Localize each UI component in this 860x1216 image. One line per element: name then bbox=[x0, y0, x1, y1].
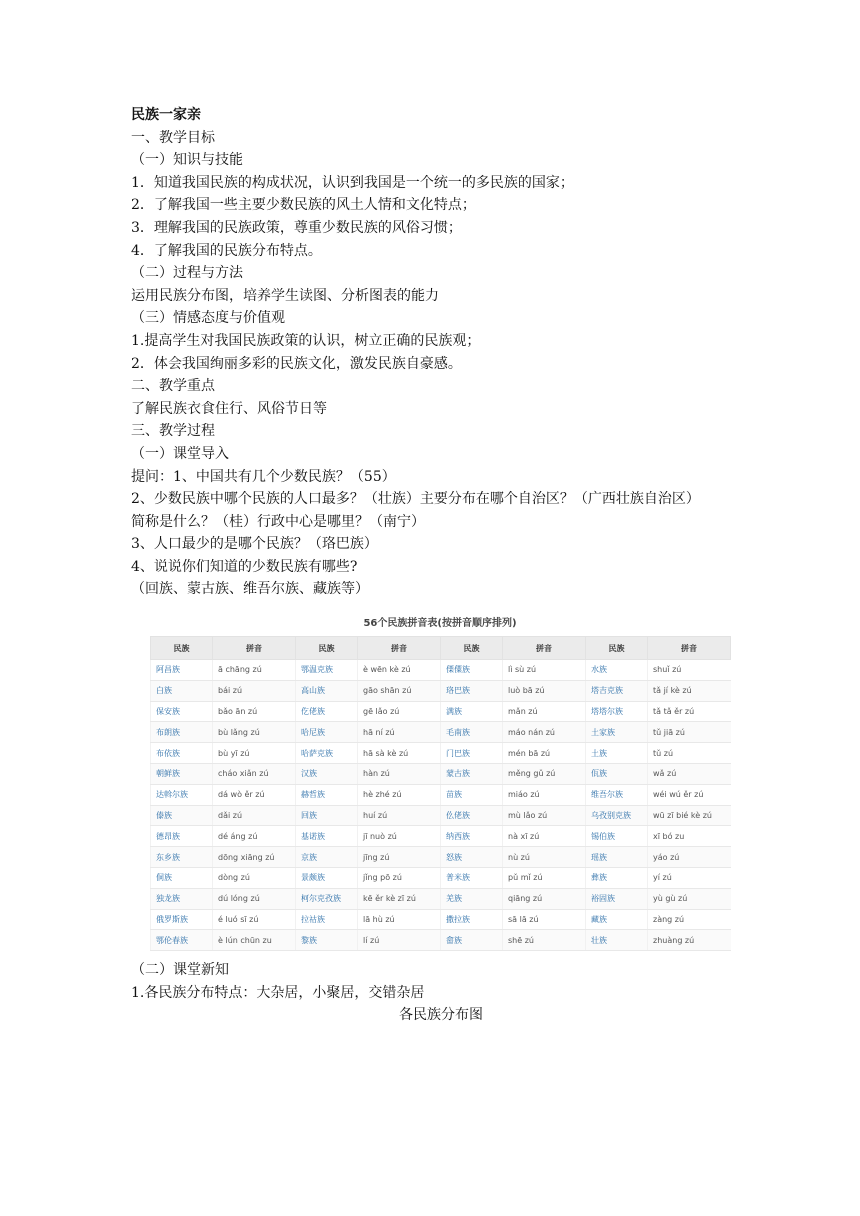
pinyin-cell: dǎi zú bbox=[213, 805, 296, 826]
text-line: 2．体会我国绚丽多彩的民族文化，激发民族自豪感。 bbox=[131, 355, 462, 372]
ethnic-group-link[interactable]: 怒族 bbox=[441, 847, 503, 868]
text-line: 三、教学过程 bbox=[131, 423, 215, 440]
table-row bbox=[151, 826, 731, 847]
pinyin-cell: jīng zú bbox=[358, 847, 441, 868]
header-ethnic-group: 民族 bbox=[586, 637, 648, 660]
document-body bbox=[131, 104, 751, 601]
table-caption: 56个民族拼音表(按拼音顺序排列) bbox=[363, 618, 517, 629]
pinyin-cell: dú lóng zú bbox=[213, 888, 296, 909]
ethnic-group-link[interactable]: 门巴族 bbox=[441, 743, 503, 764]
pinyin-cell: bǎo ān zú bbox=[213, 701, 296, 722]
pinyin-cell: wū zī bié kè zú bbox=[648, 805, 731, 826]
ethnic-group-link[interactable]: 景颇族 bbox=[296, 867, 358, 888]
pinyin-cell: shuǐ zú bbox=[648, 660, 731, 681]
ethnic-group-link[interactable]: 达斡尔族 bbox=[151, 784, 213, 805]
pinyin-cell: hā ní zú bbox=[358, 722, 441, 743]
text-line: 3、人口最少的是哪个民族？（珞巴族） bbox=[131, 536, 378, 553]
pinyin-cell: lā hù zú bbox=[358, 909, 441, 930]
pinyin-cell: yù gù zú bbox=[648, 888, 731, 909]
pinyin-cell: lì sù zú bbox=[503, 660, 586, 681]
ethnic-group-link[interactable]: 纳西族 bbox=[441, 826, 503, 847]
text-line: 3．理解我国的民族政策，尊重少数民族的风俗习惯； bbox=[131, 219, 462, 236]
text-line: （二）课堂新知 bbox=[131, 962, 229, 978]
text-line: 二、教学重点 bbox=[131, 378, 215, 395]
pinyin-cell: ā chāng zú bbox=[213, 660, 296, 681]
ethnic-group-link[interactable]: 佤族 bbox=[586, 763, 648, 784]
pinyin-cell: měng gǔ zú bbox=[503, 763, 586, 784]
ethnic-group-link[interactable]: 裕固族 bbox=[586, 888, 648, 909]
table-row bbox=[151, 847, 731, 868]
header-ethnic-group: 民族 bbox=[296, 637, 358, 660]
ethnic-group-link[interactable]: 羌族 bbox=[441, 888, 503, 909]
pinyin-cell: tǎ tǎ ěr zú bbox=[648, 701, 731, 722]
ethnic-group-link[interactable]: 满族 bbox=[441, 701, 503, 722]
ethnic-group-link[interactable]: 高山族 bbox=[296, 680, 358, 701]
pinyin-cell: é luó sī zú bbox=[213, 909, 296, 930]
ethnic-pinyin-table bbox=[150, 636, 731, 951]
table-row bbox=[151, 722, 731, 743]
pinyin-cell: gē lǎo zú bbox=[358, 701, 441, 722]
text-line: 一、教学目标 bbox=[131, 129, 215, 146]
pinyin-cell: mù lǎo zú bbox=[503, 805, 586, 826]
ethnic-group-link[interactable]: 塔吉克族 bbox=[586, 680, 648, 701]
pinyin-cell: è wēn kè zú bbox=[358, 660, 441, 681]
pinyin-cell: yáo zú bbox=[648, 847, 731, 868]
pinyin-cell: zhuàng zú bbox=[648, 930, 731, 951]
ethnic-group-link[interactable]: 白族 bbox=[151, 680, 213, 701]
text-line: 2、少数民族中哪个民族的人口最多？（壮族）主要分布在哪个自治区？（广西壮族自治区） bbox=[131, 491, 700, 508]
header-pinyin: 拼音 bbox=[213, 637, 296, 660]
pinyin-cell: tǔ zú bbox=[648, 743, 731, 764]
ethnic-group-link[interactable]: 侗族 bbox=[151, 867, 213, 888]
lesson-plan-text-continued bbox=[131, 959, 751, 1004]
header-ethnic-group: 民族 bbox=[441, 637, 503, 660]
ethnic-group-link[interactable]: 阿昌族 bbox=[151, 660, 213, 681]
text-line: （二）过程与方法 bbox=[131, 265, 243, 282]
text-line: 提问：1、中国共有几个少数民族？（55） bbox=[131, 468, 396, 485]
document-body-continued bbox=[131, 959, 751, 1027]
ethnic-group-link[interactable]: 朝鲜族 bbox=[151, 763, 213, 784]
pinyin-cell: cháo xiǎn zú bbox=[213, 763, 296, 784]
ethnic-group-link[interactable]: 土族 bbox=[586, 743, 648, 764]
table-row bbox=[151, 743, 731, 764]
table-row bbox=[151, 930, 731, 951]
ethnic-group-link[interactable]: 苗族 bbox=[441, 784, 503, 805]
header-pinyin: 拼音 bbox=[358, 637, 441, 660]
text-line: 2．了解我国一些主要少数民族的风土人情和文化特点； bbox=[131, 197, 476, 214]
ethnic-pinyin-table-figure bbox=[150, 612, 730, 951]
pinyin-cell: bù yī zú bbox=[213, 743, 296, 764]
pinyin-cell: tǎ jí kè zú bbox=[648, 680, 731, 701]
table-row bbox=[151, 909, 731, 930]
pinyin-cell: wéi wú ěr zú bbox=[648, 784, 731, 805]
table-row bbox=[151, 660, 731, 681]
pinyin-cell: xī bó zu bbox=[648, 826, 731, 847]
ethnic-group-link[interactable]: 水族 bbox=[586, 660, 648, 681]
ethnic-group-link[interactable]: 乌孜别克族 bbox=[586, 805, 648, 826]
text-line: 4、说说你们知道的少数民族有哪些? bbox=[131, 558, 358, 575]
pinyin-cell: bái zú bbox=[213, 680, 296, 701]
text-line: （一）知识与技能 bbox=[131, 152, 243, 169]
text-line: 民族一家亲 bbox=[131, 107, 201, 123]
pinyin-cell: jī nuò zú bbox=[358, 826, 441, 847]
text-line: （三）情感态度与价值观 bbox=[131, 310, 285, 327]
table-row bbox=[151, 680, 731, 701]
pinyin-cell: nù zú bbox=[503, 847, 586, 868]
pinyin-cell: miáo zú bbox=[503, 784, 586, 805]
text-line: （回族、蒙古族、维吾尔族、藏族等） bbox=[131, 581, 369, 598]
pinyin-cell: tǔ jiā zú bbox=[648, 722, 731, 743]
ethnic-group-link[interactable]: 柯尔克孜族 bbox=[296, 888, 358, 909]
text-line: （一）课堂导入 bbox=[131, 445, 229, 462]
ethnic-group-link[interactable]: 塔塔尔族 bbox=[586, 701, 648, 722]
ethnic-group-link[interactable]: 畲族 bbox=[441, 930, 503, 951]
ethnic-group-link[interactable]: 普米族 bbox=[441, 867, 503, 888]
ethnic-group-link[interactable]: 东乡族 bbox=[151, 847, 213, 868]
pinyin-cell: kē ěr kè zī zú bbox=[358, 888, 441, 909]
text-line: 1.提高学生对我国民族政策的认识，树立正确的民族观； bbox=[131, 332, 481, 349]
pinyin-cell: zàng zú bbox=[648, 909, 731, 930]
pinyin-cell: dōng xiāng zú bbox=[213, 847, 296, 868]
table-row bbox=[151, 784, 731, 805]
ethnic-group-link[interactable]: 蒙古族 bbox=[441, 763, 503, 784]
ethnic-group-link[interactable]: 藏族 bbox=[586, 909, 648, 930]
pinyin-cell: hè zhé zú bbox=[358, 784, 441, 805]
pinyin-cell: è lún chūn zu bbox=[213, 930, 296, 951]
pinyin-cell: gāo shān zú bbox=[358, 680, 441, 701]
pinyin-cell: huí zú bbox=[358, 805, 441, 826]
table-header-row bbox=[151, 637, 731, 660]
ethnic-group-link[interactable]: 鄂温克族 bbox=[296, 660, 358, 681]
ethnic-group-link[interactable]: 哈尼族 bbox=[296, 722, 358, 743]
pinyin-cell: wǎ zú bbox=[648, 763, 731, 784]
pinyin-cell: hàn zú bbox=[358, 763, 441, 784]
ethnic-group-link[interactable]: 撒拉族 bbox=[441, 909, 503, 930]
ethnic-group-link[interactable]: 土家族 bbox=[586, 722, 648, 743]
ethnic-group-link[interactable]: 珞巴族 bbox=[441, 680, 503, 701]
text-line: 1.各民族分布特点：大杂居，小聚居，交错杂居 bbox=[131, 984, 425, 1001]
text-line: 了解民族衣食住行、风俗节日等 bbox=[131, 400, 327, 417]
table-body bbox=[151, 660, 731, 951]
pinyin-cell: hā sà kè zú bbox=[358, 743, 441, 764]
pinyin-cell: lí zú bbox=[358, 930, 441, 951]
ethnic-group-link[interactable]: 锡伯族 bbox=[586, 826, 648, 847]
pinyin-cell: dòng zú bbox=[213, 867, 296, 888]
ethnic-group-link[interactable]: 京族 bbox=[296, 847, 358, 868]
ethnic-group-link[interactable]: 俄罗斯族 bbox=[151, 909, 213, 930]
pinyin-cell: sā lā zú bbox=[503, 909, 586, 930]
pinyin-cell: pǔ mǐ zú bbox=[503, 867, 586, 888]
pinyin-cell: shē zú bbox=[503, 930, 586, 951]
pinyin-cell: bù lǎng zú bbox=[213, 722, 296, 743]
ethnic-group-link[interactable]: 基诺族 bbox=[296, 826, 358, 847]
ethnic-group-link[interactable]: 哈萨克族 bbox=[296, 743, 358, 764]
header-ethnic-group: 民族 bbox=[151, 637, 213, 660]
pinyin-cell: máo nán zú bbox=[503, 722, 586, 743]
ethnic-group-link[interactable]: 布依族 bbox=[151, 743, 213, 764]
header-pinyin: 拼音 bbox=[503, 637, 586, 660]
ethnic-group-link[interactable]: 拉祜族 bbox=[296, 909, 358, 930]
pinyin-cell: luò bā zú bbox=[503, 680, 586, 701]
pinyin-cell: qiāng zú bbox=[503, 888, 586, 909]
ethnic-group-link[interactable]: 回族 bbox=[296, 805, 358, 826]
table-row bbox=[151, 763, 731, 784]
header-pinyin: 拼音 bbox=[648, 637, 731, 660]
text-line: 1．知道我国民族的构成状况，认识到我国是一个统一的多民族的国家； bbox=[131, 174, 574, 191]
ethnic-group-link[interactable]: 独龙族 bbox=[151, 888, 213, 909]
table-row bbox=[151, 805, 731, 826]
ethnic-group-link[interactable]: 毛南族 bbox=[441, 722, 503, 743]
lesson-plan-text bbox=[131, 104, 751, 601]
table-row bbox=[151, 867, 731, 888]
ethnic-group-link[interactable]: 黎族 bbox=[296, 930, 358, 951]
text-line: 简称是什么？（桂）行政中心是哪里？（南宁） bbox=[131, 513, 425, 530]
ethnic-group-link[interactable]: 汉族 bbox=[296, 763, 358, 784]
text-line: 运用民族分布图，培养学生读图、分析图表的能力 bbox=[131, 287, 439, 304]
ethnic-group-link[interactable]: 德昂族 bbox=[151, 826, 213, 847]
ethnic-group-link[interactable]: 维吾尔族 bbox=[586, 784, 648, 805]
pinyin-cell: dá wò ěr zú bbox=[213, 784, 296, 805]
pinyin-cell: mén bā zú bbox=[503, 743, 586, 764]
table-row bbox=[151, 701, 731, 722]
ethnic-group-link[interactable]: 彝族 bbox=[586, 867, 648, 888]
ethnic-group-link[interactable]: 傣族 bbox=[151, 805, 213, 826]
pinyin-cell: dé áng zú bbox=[213, 826, 296, 847]
pinyin-cell: mǎn zú bbox=[503, 701, 586, 722]
ethnic-group-link[interactable]: 鄂伦春族 bbox=[151, 930, 213, 951]
ethnic-group-link[interactable]: 仫佬族 bbox=[441, 805, 503, 826]
ethnic-group-link[interactable]: 瑶族 bbox=[586, 847, 648, 868]
pinyin-cell: jǐng pō zú bbox=[358, 867, 441, 888]
ethnic-group-link[interactable]: 壮族 bbox=[586, 930, 648, 951]
table-row bbox=[151, 888, 731, 909]
ethnic-group-link[interactable]: 傈僳族 bbox=[441, 660, 503, 681]
pinyin-cell: nà xī zú bbox=[503, 826, 586, 847]
ethnic-group-link[interactable]: 赫哲族 bbox=[296, 784, 358, 805]
ethnic-group-link[interactable]: 仡佬族 bbox=[296, 701, 358, 722]
ethnic-group-link[interactable]: 保安族 bbox=[151, 701, 213, 722]
text-line: 4．了解我国的民族分布特点。 bbox=[131, 242, 322, 259]
pinyin-cell: yí zú bbox=[648, 867, 731, 888]
map-caption: 各民族分布图 bbox=[399, 1007, 483, 1024]
ethnic-group-link[interactable]: 布朗族 bbox=[151, 722, 213, 743]
